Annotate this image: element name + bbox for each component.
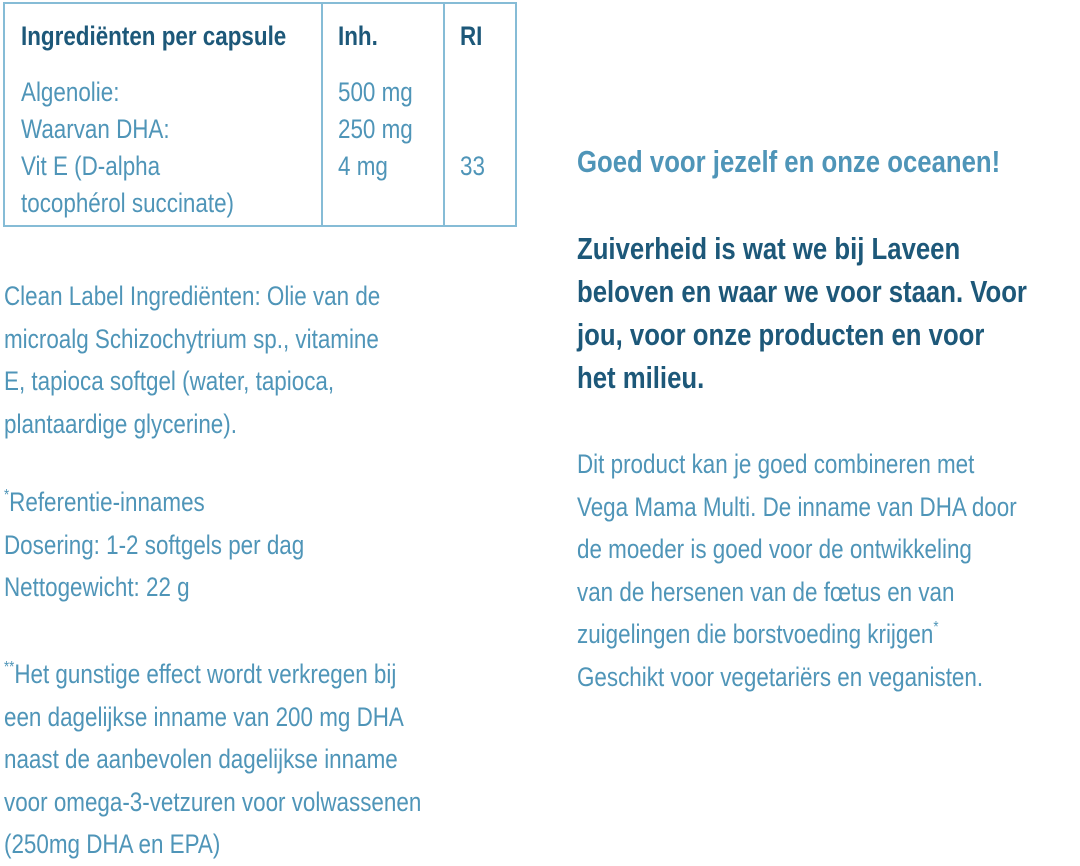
effect-line [4,653,421,696]
ri-cell: 33 [460,151,485,181]
purity-statement [577,227,1027,399]
clean-label-line: plantaardige glycerine). [4,408,237,439]
effect-line: een dagelijkse inname van 200 mg DHA [4,701,404,732]
ri-cell [460,111,485,148]
amount-column [338,74,413,185]
ri-column [460,74,485,185]
footnote-star: * [933,619,939,636]
effect-line: voor omega-3-vetzuren voor volwassenen [4,786,422,817]
combo-line: de moeder is goed voor de ontwikkeling [577,534,972,564]
combo-line: Dit product kan je goed combineren met [577,449,975,479]
clean-label-ingredients [4,275,380,445]
header-ingredient: Ingrediënten per capsule [21,21,287,51]
effect-line-text: Het gunstige effect wordt verkregen bij [14,659,397,689]
footnote-star: * [4,487,10,504]
reference-title: Referentie-innames [9,487,205,517]
suitability-line: Geschikt voor vegetariërs en veganisten. [577,661,984,692]
dosage-text: Dosering: 1-2 softgels per dag [4,529,305,560]
table-divider-1 [321,4,323,225]
table-divider-2 [443,4,445,225]
net-weight-text: Nettogewicht: 22 g [4,572,190,602]
ingredient-cell: Algenolie: [21,77,120,107]
ri-cell [460,74,485,111]
footnote-double-star: ** [4,659,15,676]
purity-line: jou, voor onze producten en voor [577,317,985,352]
amount-cell: 250 mg [338,114,413,144]
ingredient-cell: tocophérol succinate) [21,188,235,218]
amount-cell: 4 mg [338,151,388,181]
ingredient-column [21,74,234,222]
amount-cell: 500 mg [338,77,413,107]
combo-line [577,613,1017,656]
effect-footnote [4,653,421,866]
ingredient-cell: Waarvan DHA: [21,114,170,144]
purity-line: het milieu. [577,360,705,395]
clean-label-line: E, tapioca softgel (water, tapioca, [4,366,335,396]
combo-line: Vega Mama Multi. De inname van DHA door [577,491,1017,522]
ingredient-table [3,2,517,227]
combo-line-text: zuigelingen die borstvoeding krijgen [577,619,934,649]
purity-line: beloven en waar we voor staan. Voor [577,274,1027,309]
combination-info [577,443,1017,698]
ingredient-cell: Vit E (D-alpha [21,151,161,181]
header-amount: Inh. [338,21,378,51]
effect-line: (250mg DHA en EPA) [4,829,221,859]
clean-label-line: microalg Schizochytrium sp., vitamine [4,323,379,354]
clean-label-line: Clean Label Ingrediënten: Olie van de [4,281,381,311]
combo-line: van de hersenen van de fœtus en van [577,576,955,607]
reference-title-line [4,481,304,524]
effect-line: naast de aanbevolen dagelijkse inname [4,744,398,774]
header-ri: RI [460,21,483,51]
reference-block [4,481,304,609]
purity-line: Zuiverheid is wat we bij Laveen [577,231,961,266]
tagline-heading: Goed voor jezelf en onze oceanen! [577,144,1001,179]
